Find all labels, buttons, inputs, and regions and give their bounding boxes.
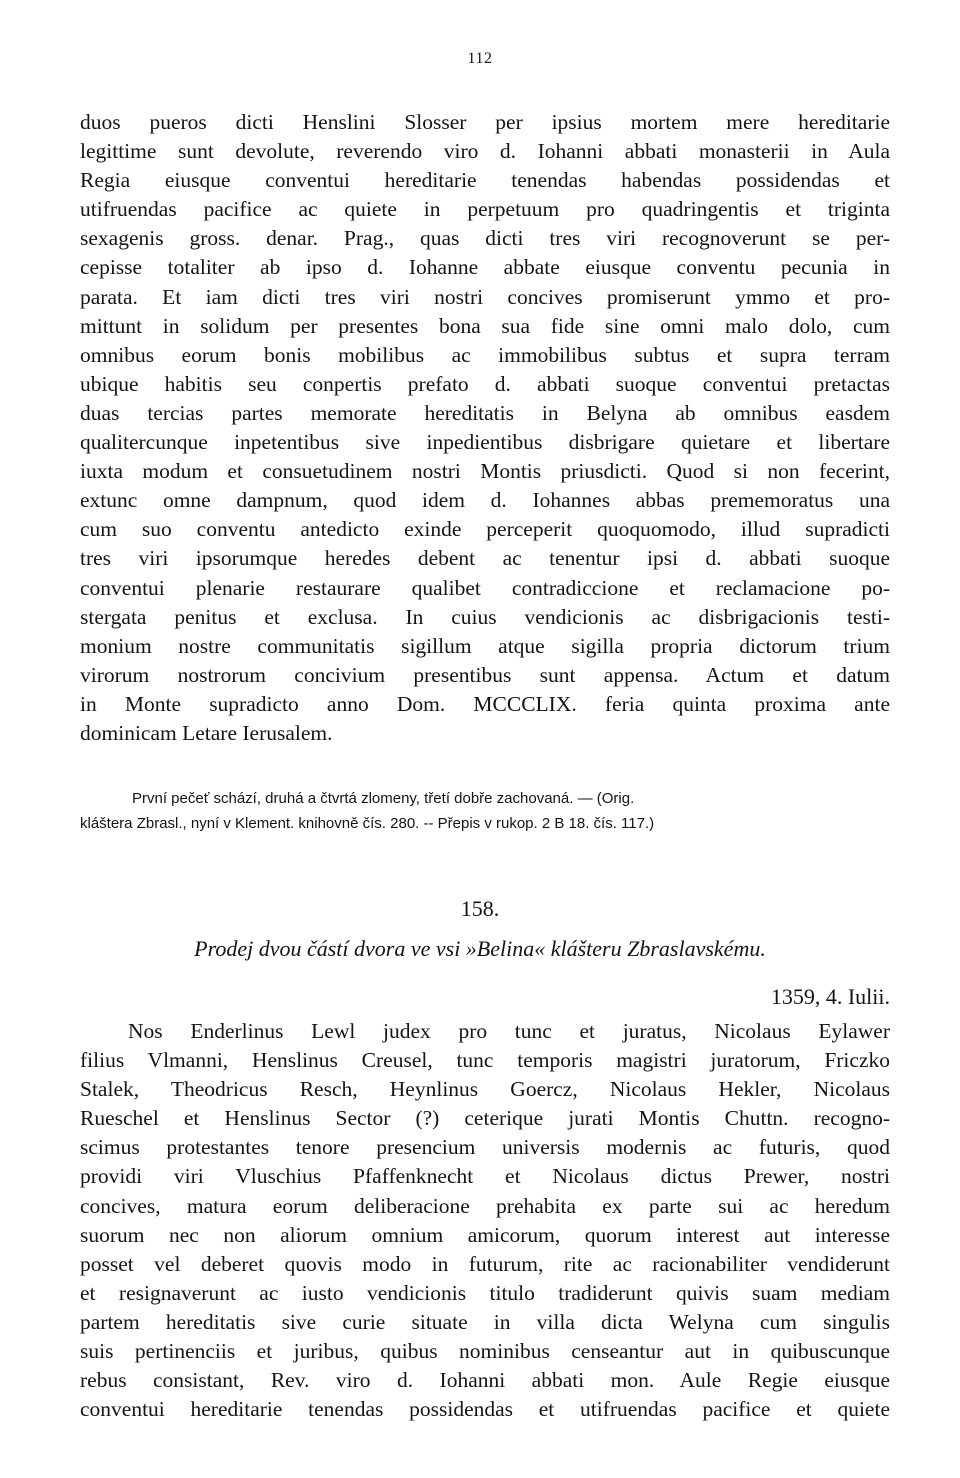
document-title: Prodej dvou částí dvora ve vsi »Belina« klášteru Zbraslavskému. (194, 936, 766, 961)
text-line: legittime sunt devolute, reverendo viro d. Iohanni abbati monasterii in Aula (80, 139, 890, 164)
text-line: duos pueros dicti Henslini Slosser per ipsius mortem mere hereditarie (80, 110, 890, 134)
text-line: tres viri ipsorumque heredes debent ac tenentur ipsi d. abbati suoque (80, 546, 890, 571)
text-line: qualitercunque inpetentibus sive inpedientibus disbrigare quietare et libertare (80, 430, 890, 455)
text-line: monium nostre communitatis sigillum atque sigilla propria dictorum trium (80, 633, 890, 658)
charter-text (80, 1017, 890, 1424)
footnote (80, 786, 890, 836)
text-line: scimus protestantes tenore presencium universis modernis ac futuris, quod (80, 1135, 890, 1160)
text-line: cepisse totaliter ab ipso d. Iohanne abbate eiusque conventu pecunia in (80, 255, 890, 280)
text-line: Stalek, Theodricus Resch, Heynlinus Goercz, Nicolaus Hekler, Nicolaus (80, 1077, 890, 1102)
text-line: suis pertinenciis et juribus, quibus nominibus censeantur aut in quibuscunque (80, 1339, 890, 1364)
document-date: 1359, 4. Iulii. (770, 984, 890, 1009)
text-line: mittunt in solidum per presentes bona sua fide sine omni malo dolo, cum (80, 313, 890, 338)
footnote-line: První pečeť schází, druhá a čtvrtá zlomeny, třetí dobře zachovaná. — (Orig. (132, 790, 635, 807)
text-line: sexagenis gross. denar. Prag., quas dicti tres viri recognoverunt se per- (80, 226, 890, 251)
text-line: extunc omne dampnum, quod idem d. Iohannes abbas prememoratus una (80, 488, 890, 513)
text-line: rebus consistant, Rev. viro d. Iohanni abbati mon. Aule Regie eiusque (80, 1368, 890, 1393)
text-line: suorum nec non aliorum omnium amicorum, quorum interest aut interesse (80, 1222, 890, 1247)
text-line: omnibus eorum bonis mobilibus ac immobilibus subtus et supra terram (80, 342, 890, 367)
text-line: Rueschel et Henslinus Sector (?) ceterique jurati Montis Chuttn. recogno- (80, 1106, 890, 1131)
text-line: Regia eiusque conventui hereditarie tenendas habendas possidendas et (80, 168, 890, 193)
page-number: 112 (467, 50, 493, 67)
text-line: in Monte supradicto anno Dom. MCCCLIX. feria quinta proxima ante (80, 691, 890, 716)
text-line: iuxta modum et consuetudinem nostri Montis priusdicti. Quod si non fecerint, (80, 459, 890, 484)
text-line: concives, matura eorum deliberacione prehabita ex parte sui ac heredum (80, 1193, 890, 1218)
footnote-line: kláštera Zbrasl., nyní v Klement. knihovně čís. 280. -- Přepis v rukop. 2 B 18. čís. 117.) (80, 815, 655, 832)
text-line: parata. Et iam dicti tres viri nostri concives promiserunt ymmo et pro- (80, 284, 890, 309)
text-line: dominicam Letare Ierusalem. (80, 720, 333, 745)
text-line: providi viri Vluschius Pfaffenknecht et Nicolaus dictus Prewer, nostri (80, 1164, 890, 1189)
text-line: filius Vlmanni, Henslinus Creusel, tunc temporis magistri juratorum, Friczko (80, 1048, 890, 1073)
text-line: posset vel deberet quovis modo in futurum, rite ac racionabiliter vendiderunt (80, 1251, 890, 1276)
continued-charter-text (80, 108, 890, 748)
text-line: et resignaverunt ac iusto vendicionis titulo tradiderunt quivis suam mediam (80, 1280, 890, 1305)
text-line: conventui plenarie restaurare qualibet contradiccione et reclamacione po- (80, 575, 890, 600)
text-line: ubique habitis seu conpertis prefato d. abbati suoque conventui pretactas (80, 371, 890, 396)
text-line: stergata penitus et exclusa. In cuius vendicionis ac disbrigacionis testi- (80, 604, 890, 629)
text-line: virorum nostrorum concivium presentibus sunt appensa. Actum et datum (80, 662, 890, 687)
text-line: utifruendas pacifice ac quiete in perpetuum pro quadringentis et triginta (80, 197, 890, 222)
text-line: duas tercias partes memorate hereditatis in Belyna ab omnibus easdem (80, 400, 890, 425)
text-line: Nos Enderlinus Lewl judex pro tunc et juratus, Nicolaus Eylawer (128, 1019, 890, 1043)
text-line: cum suo conventu antedicto exinde perceperit quoquomodo, illud supradicti (80, 517, 890, 542)
text-line: partem hereditatis sive curie situate in villa dicta Welyna cum singulis (80, 1309, 890, 1334)
document-number: 158. (460, 896, 500, 921)
text-line: conventui hereditarie tenendas possidendas et utifruendas pacifice et quiete (80, 1397, 890, 1422)
